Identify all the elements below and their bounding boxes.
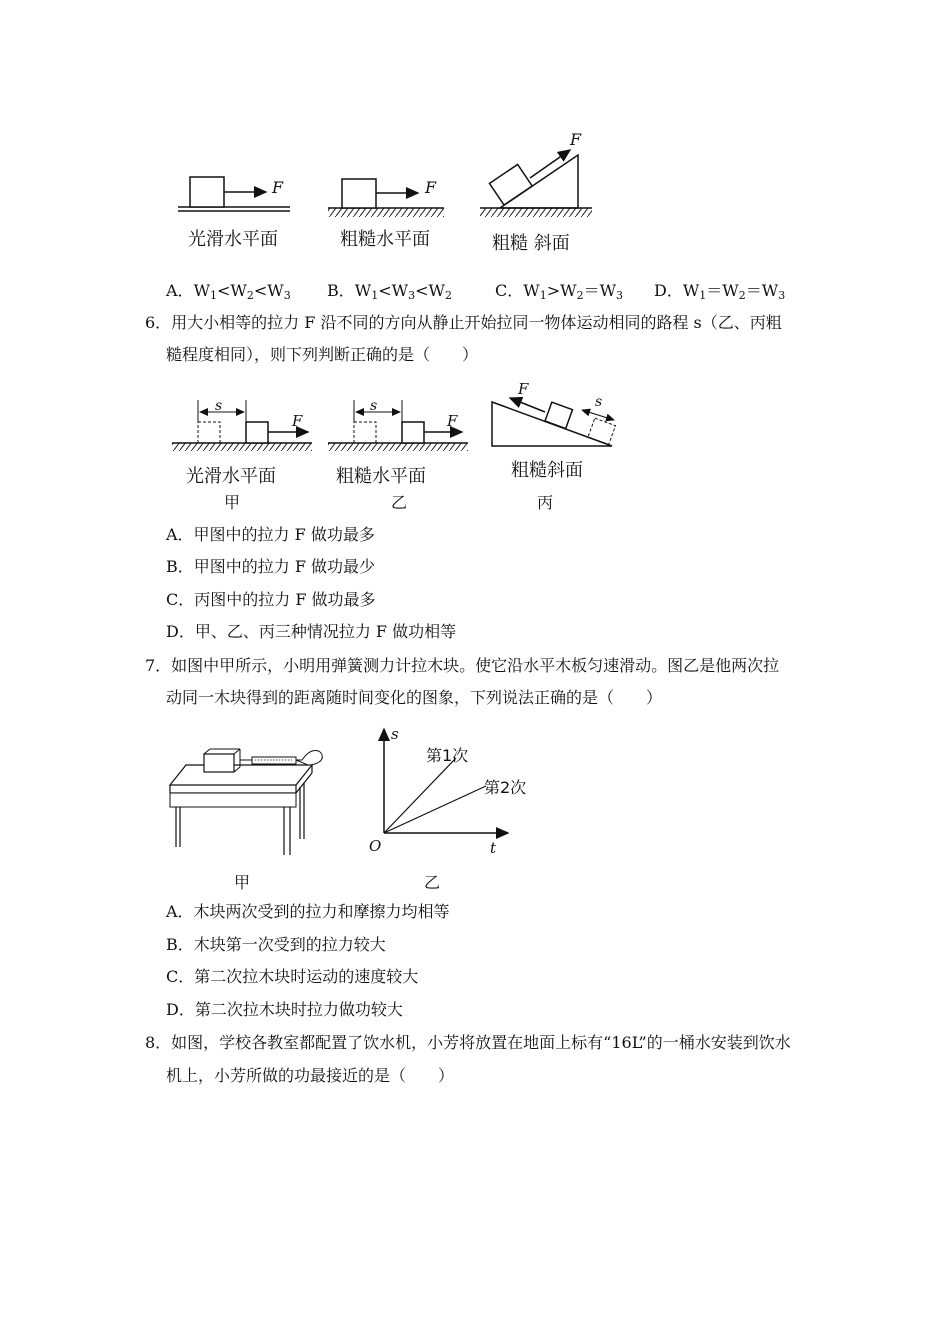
q6-force-label-yi: F bbox=[447, 412, 458, 430]
q7-option-a[interactable]: A．木块两次受到的拉力和摩擦力均相等 bbox=[166, 902, 450, 921]
q6-distance-label-bing: s bbox=[595, 394, 603, 410]
q6-label-yi: 乙 bbox=[391, 493, 408, 512]
caption-rough: 粗糙水平面 bbox=[340, 229, 430, 250]
q8-stem-line1: 8．如图，学校各教室都配置了饮水机，小芳将放置在地面上标有“16L”的一桶水安装到饮水 bbox=[145, 1033, 791, 1052]
graph-axis-s: s bbox=[391, 725, 399, 743]
q6-caption-smooth: 光滑水平面 bbox=[186, 466, 276, 487]
caption-incline: 粗糙 斜面 bbox=[492, 233, 570, 254]
q5-option-b[interactable]: B．$W_1<W_3<W_2$ bbox=[327, 281, 452, 302]
q6-distance-label-yi: s bbox=[370, 398, 378, 414]
figure-q6 bbox=[0, 370, 950, 515]
q6-stem-line2: 糙程度相同），则下列判断正确的是（ ） bbox=[166, 345, 479, 364]
q6-option-b[interactable]: B．甲图中的拉力 F 做功最少 bbox=[166, 557, 376, 576]
q6-option-a[interactable]: A．甲图中的拉力 F 做功最多 bbox=[166, 525, 375, 544]
caption-smooth: 光滑水平面 bbox=[188, 229, 278, 250]
q6-option-d[interactable]: D．甲、乙、丙三种情况拉力 F 做功相等 bbox=[166, 622, 457, 641]
q6-caption-rough: 粗糙水平面 bbox=[336, 466, 426, 487]
graph-label-second: 第2次 bbox=[484, 778, 527, 797]
q6-caption-incline: 粗糙斜面 bbox=[511, 460, 583, 481]
figure-q7-drawing bbox=[0, 715, 950, 895]
line-second-trial bbox=[384, 786, 486, 833]
figure-q6-drawing bbox=[0, 370, 950, 515]
graph-axis-t: t bbox=[490, 839, 497, 857]
jia-diagram bbox=[172, 400, 312, 451]
line-first-trial bbox=[384, 758, 456, 833]
q5-option-c[interactable]: C．$W_1>W_2=W_3$ bbox=[495, 281, 624, 302]
q5-option-a[interactable]: A．$W_1<W_2<W_3$ bbox=[166, 281, 291, 302]
q7-label-yi: 乙 bbox=[424, 873, 441, 892]
q7-option-c[interactable]: C．第二次拉木块时运动的速度较大 bbox=[166, 967, 419, 986]
force-label-2: F bbox=[425, 178, 437, 197]
q7-label-jia: 甲 bbox=[234, 873, 251, 892]
graph-origin: O bbox=[369, 837, 382, 855]
q7-stem-line1: 7．如图中甲所示，小明用弹簧测力计拉木块。使它沿水平木板匀速滑动。图乙是他两次拉 bbox=[145, 656, 780, 675]
q8-stem-line2: 机上，小芳所做的功最接近的是（ ） bbox=[166, 1066, 455, 1085]
q6-stem-line1: 6．用大小相等的拉力 F 沿不同的方向从静止开始拉同一物体运动相同的路程 s（乙、丙粗 bbox=[145, 313, 782, 332]
q6-force-label-jia: F bbox=[292, 412, 303, 430]
jia-apparatus bbox=[170, 749, 322, 855]
q6-label-bing: 丙 bbox=[537, 493, 554, 512]
q7-stem-line2: 动同一木块得到的距离随时间变化的图象，下列说法正确的是（ ） bbox=[166, 688, 663, 707]
q7-option-d[interactable]: D．第二次拉木块时拉力做功较大 bbox=[166, 1000, 403, 1019]
force-label-3: F bbox=[570, 130, 582, 149]
rough-incline-diagram bbox=[480, 150, 592, 217]
q5-option-d[interactable]: D．$W_1=W_2=W_3$ bbox=[654, 281, 786, 302]
q7-option-b[interactable]: B．木块第一次受到的拉力较大 bbox=[166, 935, 386, 954]
figure-q5 bbox=[0, 0, 950, 260]
q6-label-jia: 甲 bbox=[224, 493, 241, 512]
q5-options bbox=[166, 281, 806, 301]
graph-label-first: 第1次 bbox=[426, 746, 469, 765]
q6-force-label-bing: F bbox=[518, 380, 529, 398]
q6-distance-label-jia: s bbox=[215, 398, 223, 414]
force-label-1: F bbox=[272, 178, 284, 197]
figure-q5-drawing bbox=[0, 0, 950, 260]
figure-q7 bbox=[0, 715, 950, 895]
q6-option-c[interactable]: C．丙图中的拉力 F 做功最多 bbox=[166, 590, 376, 609]
